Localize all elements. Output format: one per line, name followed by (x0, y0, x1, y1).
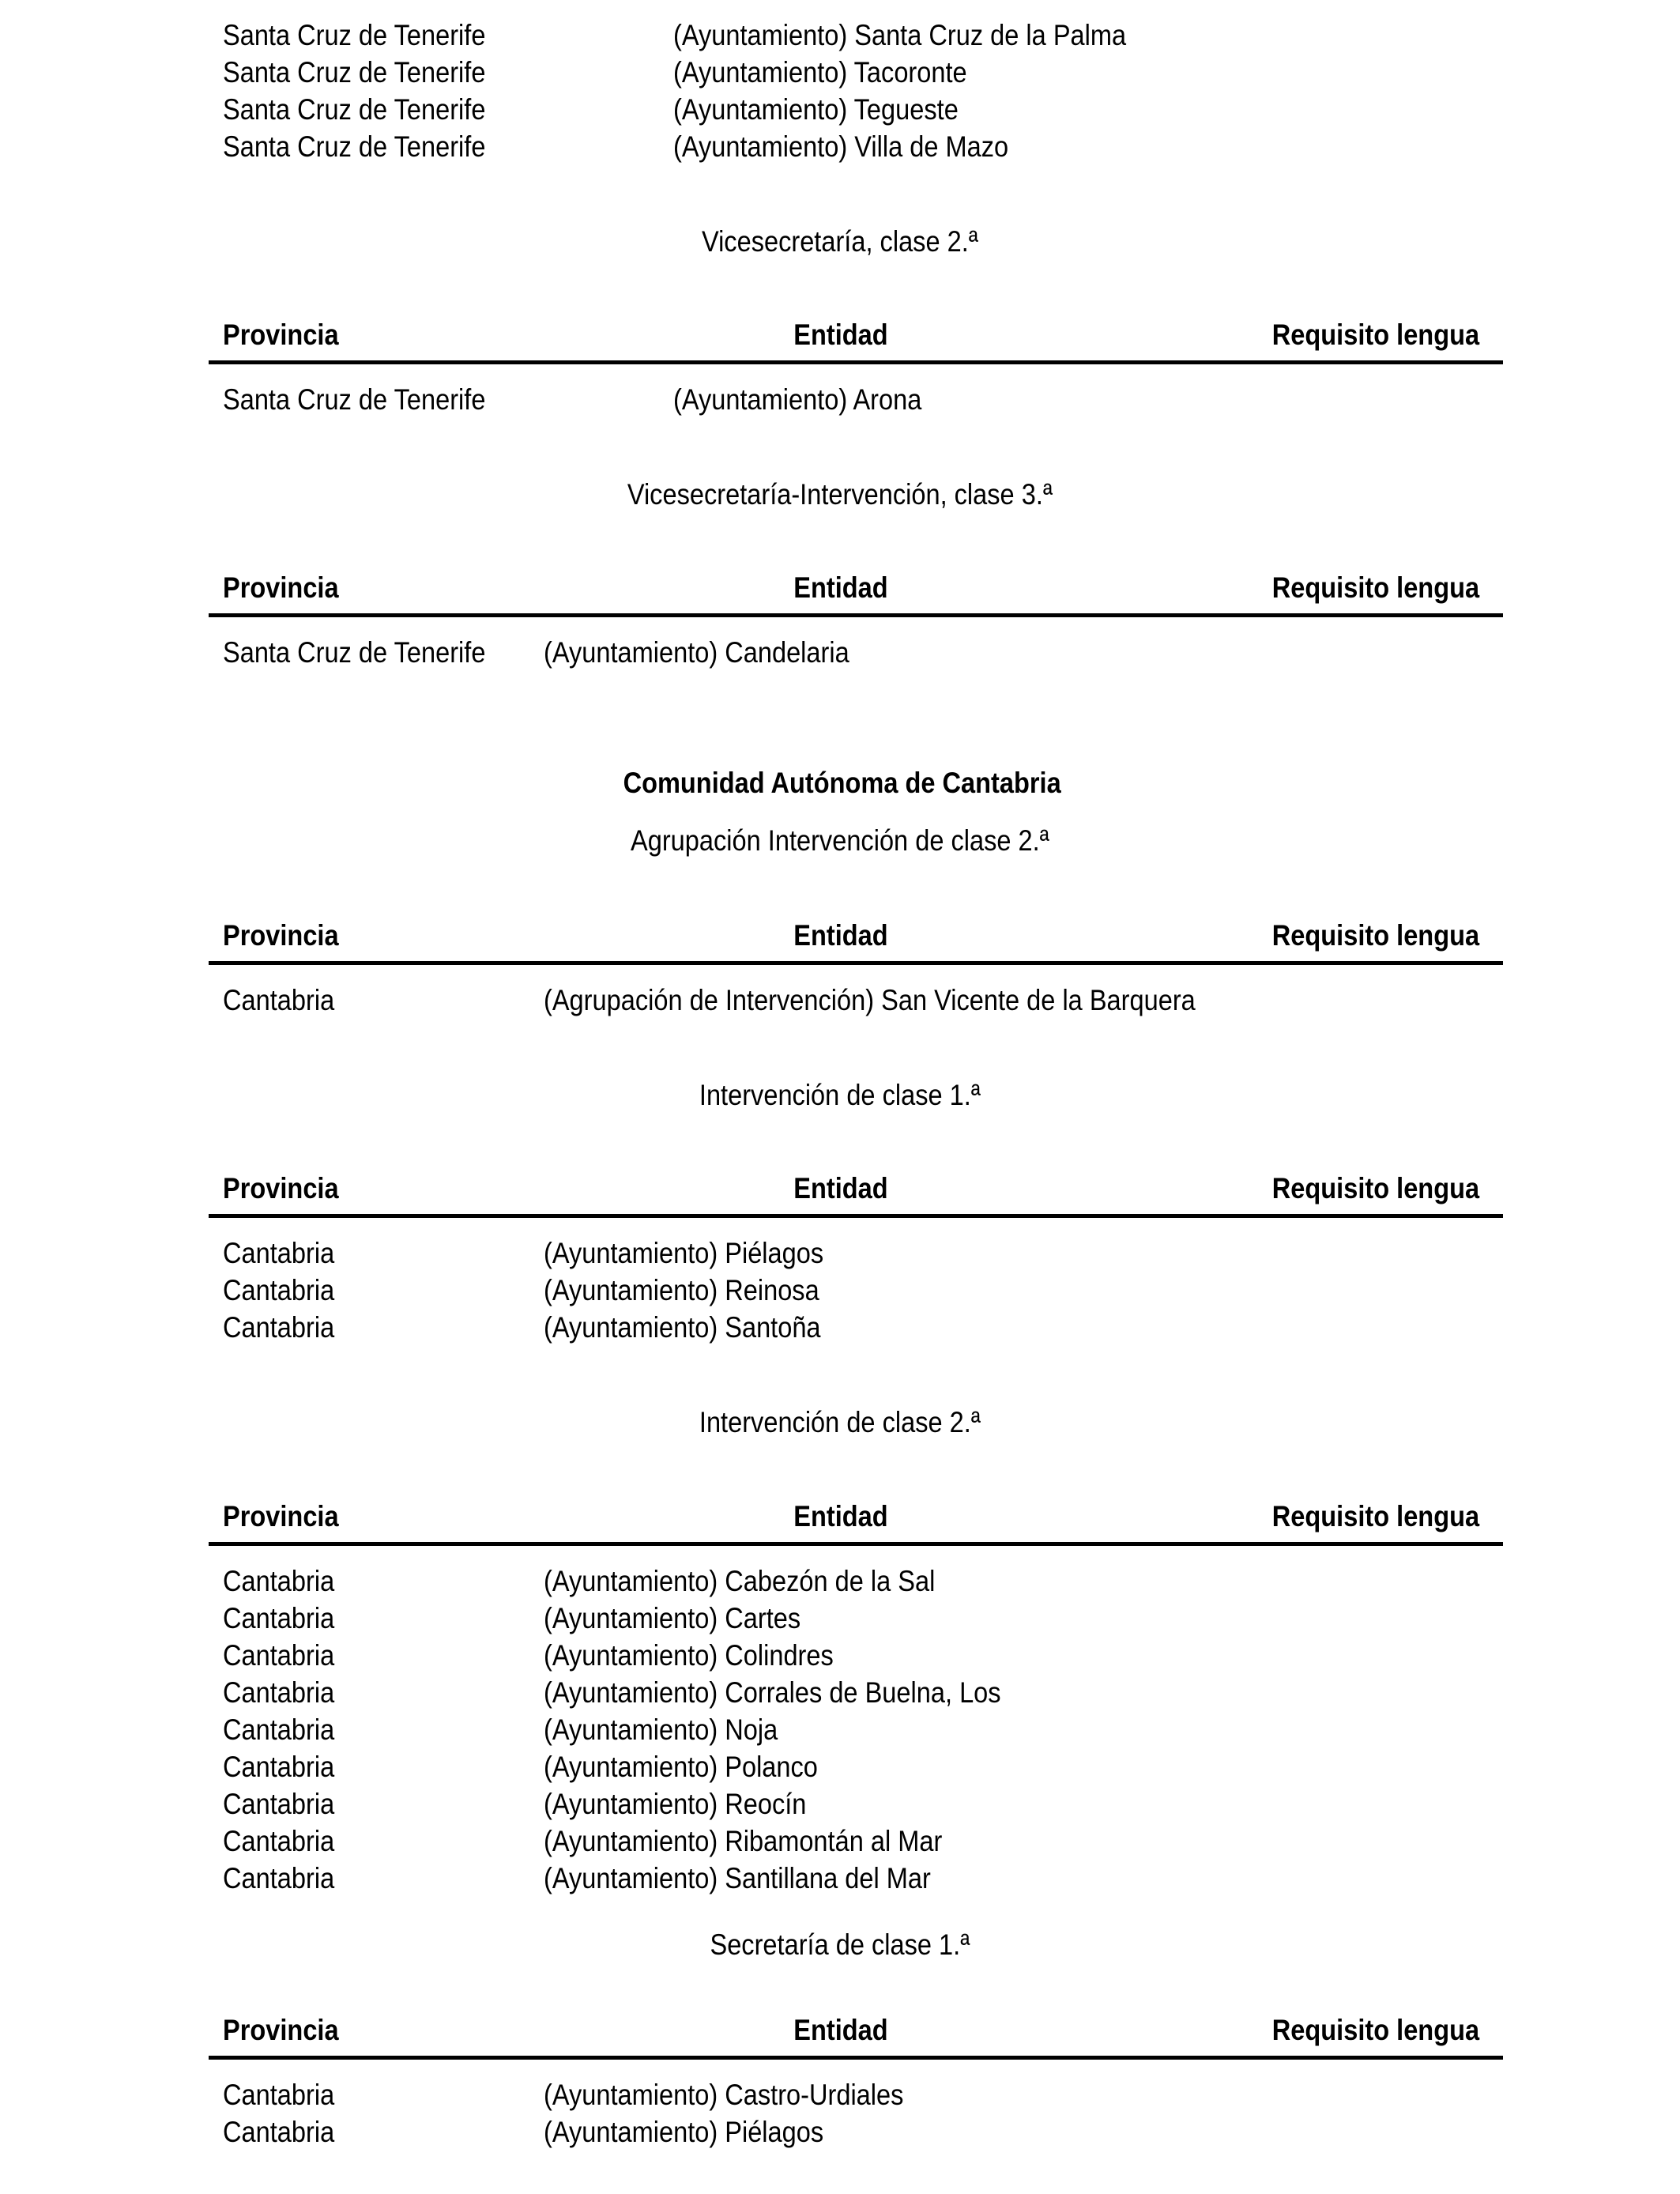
provincia-cell: Santa Cruz de Tenerife (223, 130, 486, 163)
community-title: Comunidad Autónoma de Cantabria (623, 767, 1061, 799)
header-requisito-lengua: Requisito lengua (1271, 2014, 1479, 2046)
provincia-cell: Cantabria (223, 1788, 335, 1820)
table-row (223, 1309, 1503, 1346)
provincia-cell: Cantabria (223, 1825, 335, 1857)
provincia-cell: Cantabria (223, 2079, 335, 2111)
table-header (209, 1170, 1503, 1218)
header-requisito-lengua: Requisito lengua (1271, 1172, 1479, 1204)
header-entidad: Entidad (793, 571, 888, 604)
table-header (209, 316, 1503, 364)
entidad-cell: (Ayuntamiento) Corrales de Buelna, Los (544, 1676, 1001, 1709)
entidad-cell: (Ayuntamiento) Cartes (544, 1602, 801, 1634)
entidad-cell: (Ayuntamiento) Reocín (544, 1788, 807, 1820)
provincia-cell: Cantabria (223, 1274, 335, 1306)
provincia-cell: Cantabria (223, 1311, 335, 1344)
provincia-cell: Santa Cruz de Tenerife (223, 383, 486, 416)
header-requisito-lengua: Requisito lengua (1271, 1500, 1479, 1532)
table-row (223, 634, 1503, 671)
header-provincia: Provincia (223, 319, 339, 351)
header-provincia: Provincia (223, 1500, 339, 1532)
table-row (223, 17, 1503, 54)
entidad-cell: (Ayuntamiento) Tacoronte (673, 56, 967, 89)
entidad-cell: (Agrupación de Intervención) San Vicente de la Barquera (544, 984, 1196, 1016)
provincia-cell: Cantabria (223, 1862, 335, 1894)
provincia-cell: Cantabria (223, 984, 335, 1016)
header-entidad: Entidad (793, 2014, 888, 2046)
entidad-cell: (Ayuntamiento) Santoña (544, 1311, 821, 1344)
entidad-cell: (Ayuntamiento) Arona (673, 383, 922, 416)
header-requisito-lengua: Requisito lengua (1271, 919, 1479, 952)
table-row (223, 381, 1503, 418)
header-requisito-lengua: Requisito lengua (1271, 571, 1479, 604)
provincia-cell: Santa Cruz de Tenerife (223, 19, 486, 51)
entidad-cell: (Ayuntamiento) Santa Cruz de la Palma (673, 19, 1127, 51)
provincia-cell: Cantabria (223, 1602, 335, 1634)
table-row (223, 1600, 1503, 1637)
entidad-cell: (Ayuntamiento) Santillana del Mar (544, 1862, 931, 1894)
table-row (223, 1637, 1503, 1674)
table-header (209, 917, 1503, 965)
provincia-cell: Santa Cruz de Tenerife (223, 56, 486, 89)
provincia-cell: Cantabria (223, 1237, 335, 1269)
table-row (223, 1823, 1503, 1860)
table-row (223, 91, 1503, 128)
section-title: Intervención de clase 1.ª (699, 1079, 981, 1111)
table-row (223, 2113, 1503, 2151)
table-header (209, 1498, 1503, 1546)
provincia-cell: Cantabria (223, 1751, 335, 1783)
entidad-cell: (Ayuntamiento) Villa de Mazo (673, 130, 1009, 163)
entidad-cell: (Ayuntamiento) Reinosa (544, 1274, 819, 1306)
section-title: Agrupación Intervención de clase 2.ª (631, 824, 1049, 857)
table-row (223, 982, 1503, 1019)
header-entidad: Entidad (793, 1500, 888, 1532)
section-title: Vicesecretaría, clase 2.ª (701, 225, 978, 258)
entidad-cell: (Ayuntamiento) Polanco (544, 1751, 818, 1783)
header-provincia: Provincia (223, 2014, 339, 2046)
header-provincia: Provincia (223, 571, 339, 604)
provincia-cell: Cantabria (223, 2116, 335, 2148)
table-row (223, 128, 1503, 165)
entidad-cell: (Ayuntamiento) Piélagos (544, 2116, 824, 2148)
provincia-cell: Santa Cruz de Tenerife (223, 93, 486, 126)
entidad-cell: (Ayuntamiento) Tegueste (673, 93, 959, 126)
provincia-cell: Cantabria (223, 1676, 335, 1709)
provincia-cell: Cantabria (223, 1639, 335, 1672)
header-provincia: Provincia (223, 919, 339, 952)
table-header (209, 569, 1503, 617)
provincia-cell: Cantabria (223, 1713, 335, 1746)
entidad-cell: (Ayuntamiento) Noja (544, 1713, 778, 1746)
table-row (223, 1860, 1503, 1897)
header-entidad: Entidad (793, 319, 888, 351)
table-row (223, 2076, 1503, 2113)
table-row (223, 1272, 1503, 1309)
section-title: Secretaría de clase 1.ª (710, 1928, 970, 1961)
entidad-cell: (Ayuntamiento) Colindres (544, 1639, 834, 1672)
section-title: Vicesecretaría-Intervención, clase 3.ª (627, 478, 1053, 511)
table-row (223, 1711, 1503, 1748)
entidad-cell: (Ayuntamiento) Cabezón de la Sal (544, 1565, 936, 1597)
header-entidad: Entidad (793, 919, 888, 952)
entidad-cell: (Ayuntamiento) Piélagos (544, 1237, 824, 1269)
table-row (223, 1563, 1503, 1600)
entidad-cell: (Ayuntamiento) Castro-Urdiales (544, 2079, 904, 2111)
header-requisito-lengua: Requisito lengua (1271, 319, 1479, 351)
table-header (209, 2011, 1503, 2060)
table-row (223, 54, 1503, 91)
section-title: Intervención de clase 2.ª (699, 1406, 981, 1438)
table-row (223, 1235, 1503, 1272)
table-row (223, 1674, 1503, 1711)
entidad-cell: (Ayuntamiento) Ribamontán al Mar (544, 1825, 943, 1857)
table-row (223, 1785, 1503, 1823)
provincia-cell: Santa Cruz de Tenerife (223, 636, 486, 669)
entidad-cell: (Ayuntamiento) Candelaria (544, 636, 849, 669)
provincia-cell: Cantabria (223, 1565, 335, 1597)
table-row (223, 1748, 1503, 1785)
header-entidad: Entidad (793, 1172, 888, 1204)
header-provincia: Provincia (223, 1172, 339, 1204)
